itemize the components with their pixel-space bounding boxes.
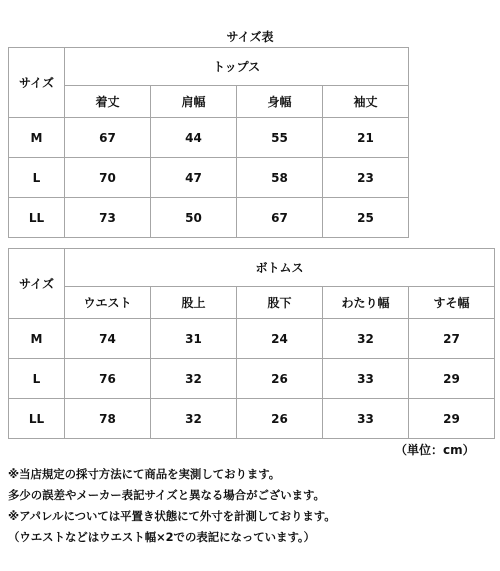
table-cell: 23 <box>323 158 409 198</box>
measurement-notes <box>8 464 494 548</box>
table-cell: 29 <box>409 399 495 439</box>
column-header: 着丈 <box>65 86 151 118</box>
table-cell: 78 <box>65 399 151 439</box>
table-cell: 26 <box>237 399 323 439</box>
table-cell: 67 <box>237 198 323 238</box>
table-row <box>9 399 495 439</box>
size-label: LL <box>9 399 65 439</box>
note-line: ※アパレルについては平置き状態にて外寸を計測しております。 <box>8 509 336 523</box>
size-header: サイズ <box>9 48 65 118</box>
table-cell: 44 <box>151 118 237 158</box>
table-cell: 55 <box>237 118 323 158</box>
table-cell: 26 <box>237 359 323 399</box>
table-cell: 24 <box>237 319 323 359</box>
size-label: M <box>9 118 65 158</box>
table-cell: 50 <box>151 198 237 238</box>
column-header: すそ幅 <box>409 287 495 319</box>
table-row <box>9 118 409 158</box>
table-cell: 27 <box>409 319 495 359</box>
table-cell: 70 <box>65 158 151 198</box>
note-line: （ウエストなどはウエスト幅×2での表記になっています。） <box>8 530 316 544</box>
size-label: L <box>9 359 65 399</box>
table-cell: 47 <box>151 158 237 198</box>
table-cell: 21 <box>323 118 409 158</box>
table-cell: 33 <box>323 399 409 439</box>
bottoms-group-label: ボトムス <box>65 249 495 287</box>
table-row <box>9 359 495 399</box>
note-line: 多少の誤差やメーカー表記サイズと異なる場合がございます。 <box>8 488 325 502</box>
bottoms-size-table <box>8 248 495 439</box>
table-row <box>9 319 495 359</box>
table-cell: 29 <box>409 359 495 399</box>
table-cell: 58 <box>237 158 323 198</box>
table-cell: 33 <box>323 359 409 399</box>
chart-title: サイズ表 <box>226 30 274 44</box>
table-cell: 74 <box>65 319 151 359</box>
column-header: 身幅 <box>237 86 323 118</box>
column-header: 股下 <box>237 287 323 319</box>
table-cell: 31 <box>151 319 237 359</box>
size-label: M <box>9 319 65 359</box>
column-header: 肩幅 <box>151 86 237 118</box>
size-label: LL <box>9 198 65 238</box>
table-row <box>9 158 409 198</box>
size-label: L <box>9 158 65 198</box>
tops-group-label: トップス <box>65 48 409 86</box>
table-cell: 32 <box>151 399 237 439</box>
tops-size-table <box>8 47 409 238</box>
unit-label: （単位：cm） <box>395 443 475 457</box>
size-header: サイズ <box>9 249 65 319</box>
note-line: ※当店規定の採寸方法にて商品を実測しております。 <box>8 467 281 481</box>
column-header: 袖丈 <box>323 86 409 118</box>
column-header: 股上 <box>151 287 237 319</box>
table-cell: 73 <box>65 198 151 238</box>
column-header: ウエスト <box>65 287 151 319</box>
table-cell: 32 <box>323 319 409 359</box>
table-cell: 25 <box>323 198 409 238</box>
table-cell: 32 <box>151 359 237 399</box>
column-header: わたり幅 <box>323 287 409 319</box>
table-cell: 67 <box>65 118 151 158</box>
table-row <box>9 198 409 238</box>
table-cell: 76 <box>65 359 151 399</box>
